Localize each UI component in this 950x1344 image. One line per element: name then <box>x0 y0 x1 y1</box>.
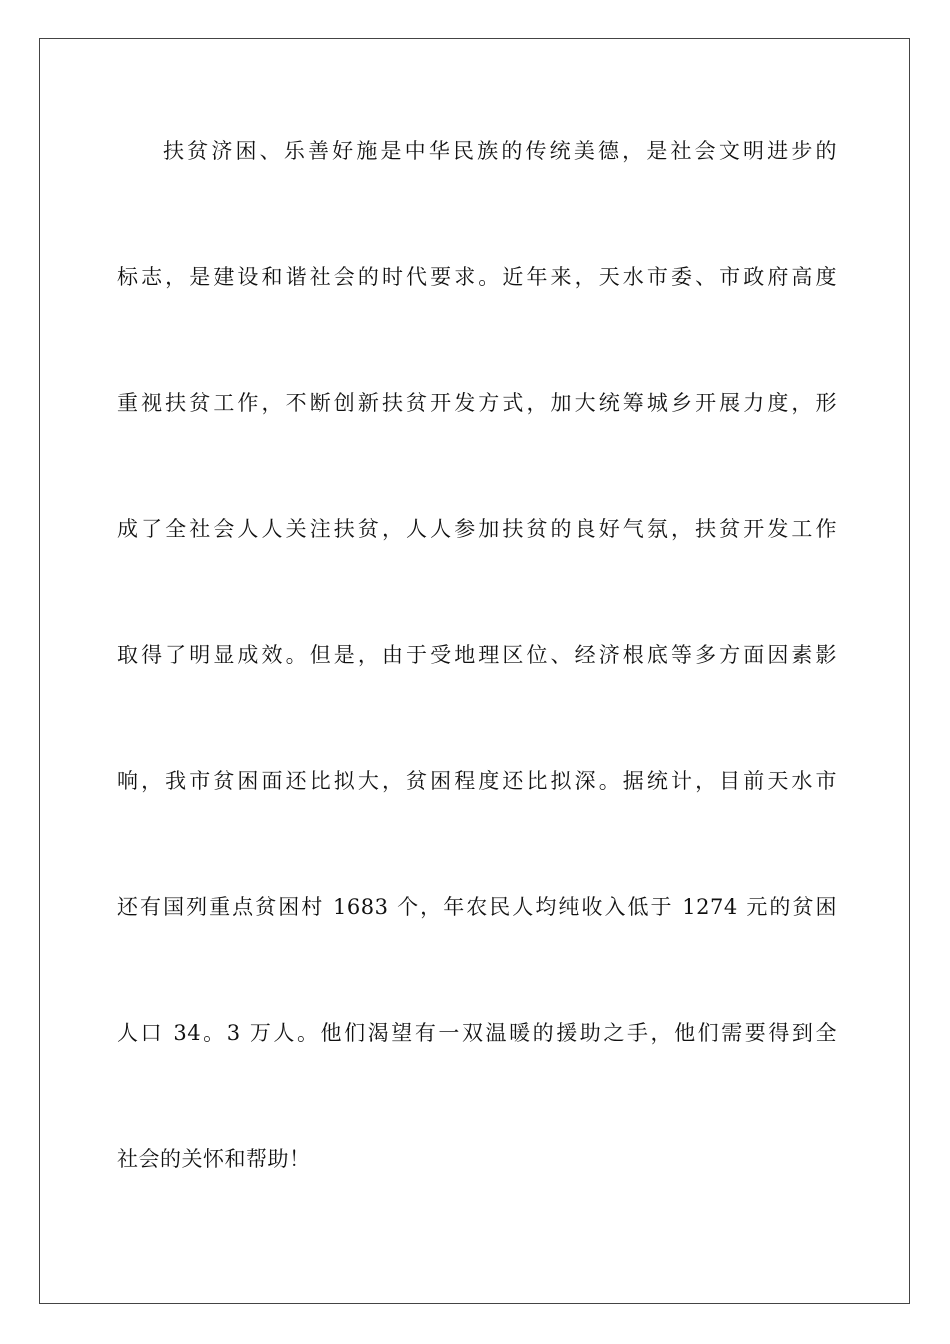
paragraph-line: 响，我市贫困面还比拟大，贫困程度还比拟深。据统计，目前天水市 <box>117 769 837 793</box>
paragraph-line: 人口 34。3 万人。他们渴望有一双温暖的援助之手，他们需要得到全 <box>117 1021 837 1045</box>
paragraph-line: 社会的关怀和帮助！ <box>117 1147 311 1171</box>
body-paragraph <box>117 130 837 1264</box>
paragraph-line: 扶贫济困、乐善好施是中华民族的传统美德，是社会文明进步的 <box>163 139 837 163</box>
paragraph-line: 成了全社会人人关注扶贫，人人参加扶贫的良好气氛，扶贫开发工作 <box>117 517 837 541</box>
paragraph-line: 重视扶贫工作，不断创新扶贫开发方式，加大统筹城乡开展力度，形 <box>117 391 837 415</box>
paragraph-line: 还有国列重点贫困村 1683 个，年农民人均纯收入低于 1274 元的贫困 <box>117 895 837 919</box>
paragraph-line: 取得了明显成效。但是，由于受地理区位、经济根底等多方面因素影 <box>117 643 837 667</box>
paragraph-line: 标志，是建设和谐社会的时代要求。近年来，天水市委、市政府高度 <box>117 265 837 289</box>
